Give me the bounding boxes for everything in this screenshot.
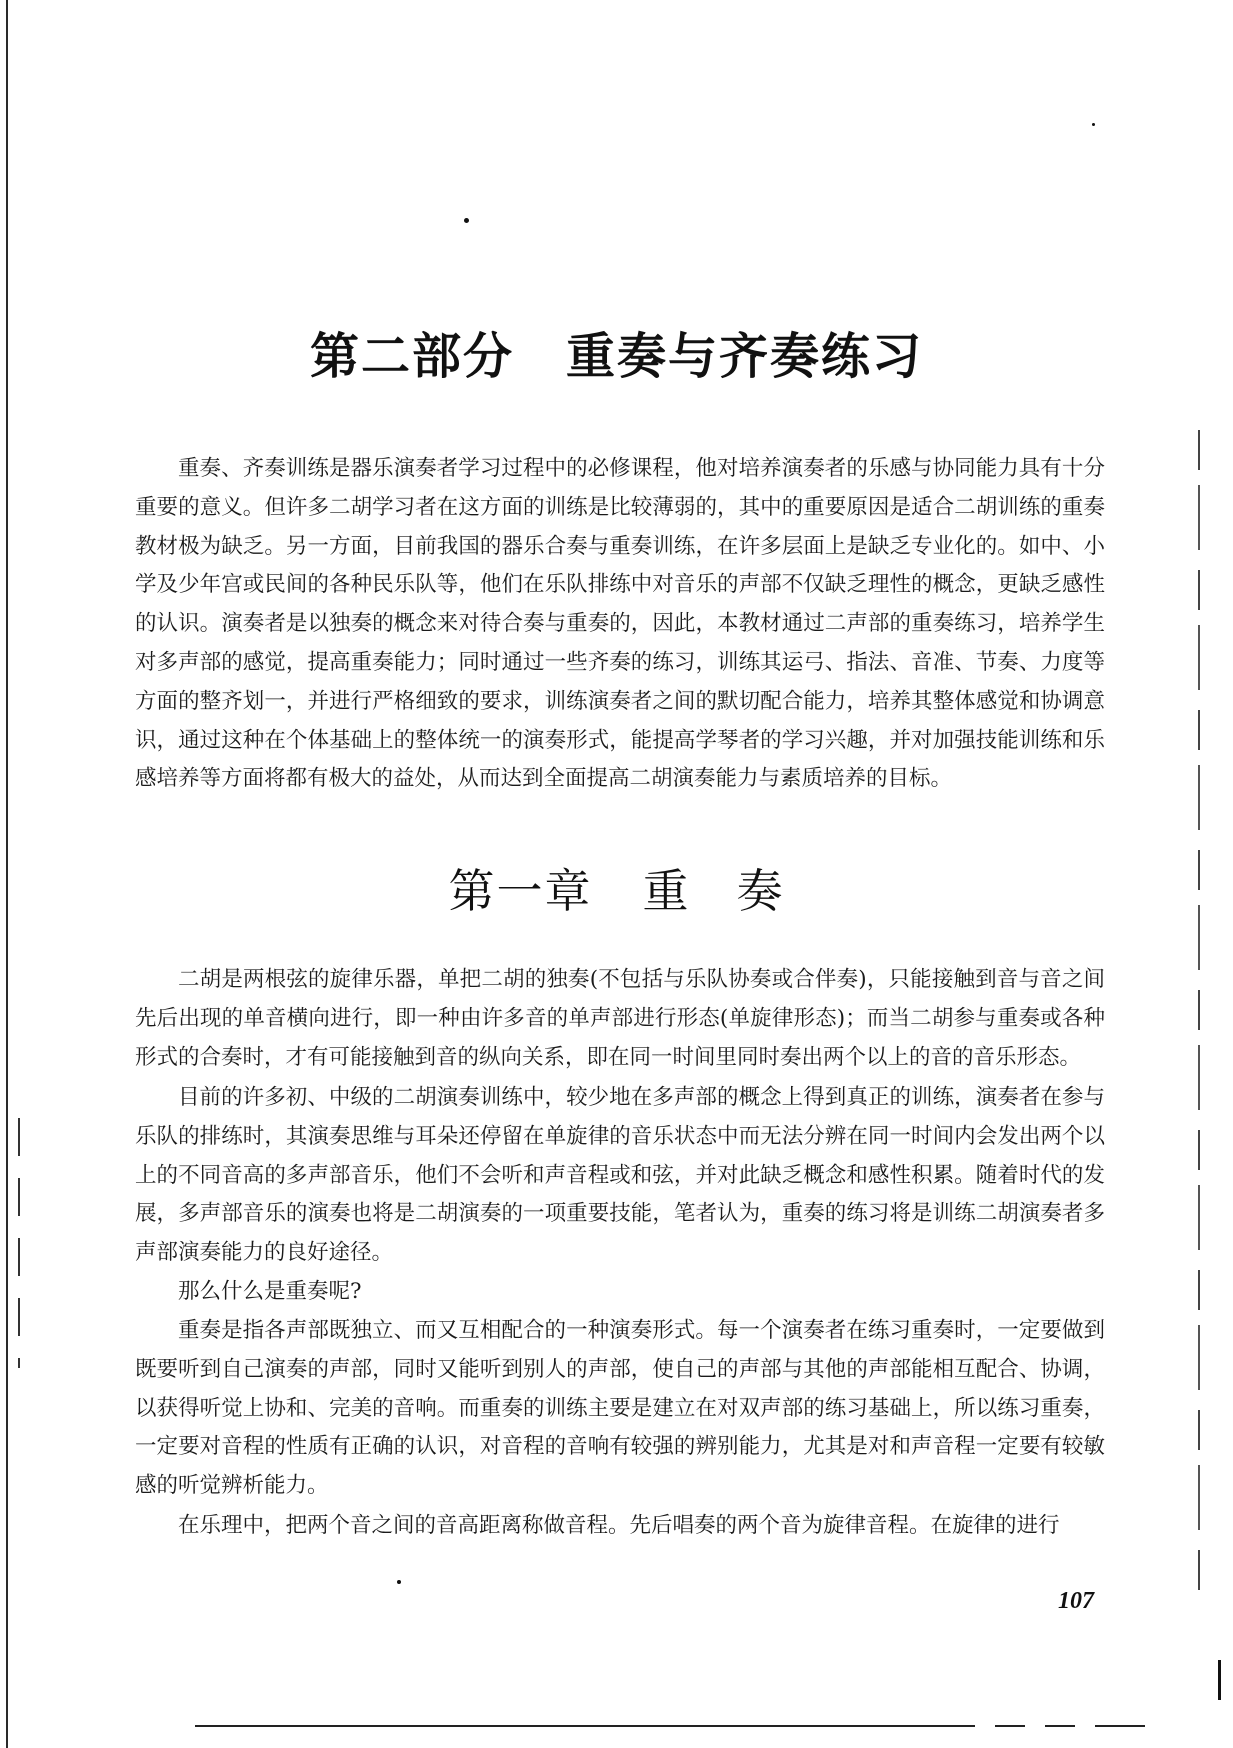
part-name: 重奏与齐奏练习 [566, 328, 924, 385]
edge-mark-left [18, 1118, 20, 1368]
body-paragraph: 在乐理中，把两个音之间的音高距离称做音程。先后唱奏的两个音为旋律音程。在旋律的进行 [178, 1513, 1060, 1538]
part-title [0, 318, 1233, 388]
body-paragraph: 目前的许多初、中级的二胡演奏训练中，较少地在多声部的概念上得到真正的训练，演奏者在参与乐队的排练时，其演奏思维与耳朵还停留在单旋律的音乐状态中而无法分辨在同一时间内会发出两个以上的不同音高的多声部音乐，他们不会听和声音程或和弦，并对此缺乏概念和感性积累。随着时代的发展，多声部音乐的演奏也将是二胡演奏的一项重要技能，笔者认为，重奏的练习将是训练二胡演奏者多声部演奏能力的良好途径。 [135, 1085, 1105, 1266]
chapter-number: 第一章 [448, 864, 593, 918]
footer-rule [195, 1725, 1145, 1727]
body-paragraph: 二胡是两根弦的旋律乐器，单把二胡的独奏(不包括与乐队协奏或合伴奏)，只能接触到音与音之间先后出现的单音横向进行，即一种由许多音的单声部进行形态(单旋律形态)；而当二胡参与重奏或各种形式的合奏时，才有可能接触到音的纵向关系，即在同一时间里同时奏出两个以上的音的音乐形态。 [135, 967, 1105, 1070]
intro-paragraph: 重奏、齐奏训练是器乐演奏者学习过程中的必修课程，他对培养演奏者的乐感与协同能力具有十分重要的意义。但许多二胡学习者在这方面的训练是比较薄弱的，其中的重要原因是适合二胡训练的重奏教材极为缺乏。另一方面，目前我国的器乐合奏与重奏训练，在许多层面上是缺乏专业化的。如中、小学及少年宫或民间的各种民乐队等，他们在乐队排练中对音乐的声部不仅缺乏理性的概念，更缺乏感性的认识。演奏者是以独奏的概念来对待合奏与重奏的，因此，本教材通过二声部的重奏练习，培养学生对多声部的感觉，提高重奏能力；同时通过一些齐奏的练习，训练其运弓、指法、音准、节奏、力度等方面的整齐划一，并进行严格细致的要求，训练演奏者之间的默切配合能力，培养其整体感觉和协调意识，通过这种在个体基础上的整体统一的演奏形式，能提高学琴者的学习兴趣，并对加强技能训练和乐感培养等方面将都有极大的益处，从而达到全面提高二胡演奏能力与素质培养的目标。 [135, 456, 1105, 792]
scan-speck [464, 218, 469, 223]
chapter-title [0, 855, 1233, 921]
binding-edge-right [1198, 430, 1200, 1600]
scan-speck [397, 1580, 401, 1584]
part-number: 第二部分 [309, 328, 514, 385]
edge-mark-right [1218, 1660, 1221, 1700]
body-paragraph: 重奏是指各声部既独立、而又互相配合的一种演奏形式。每一个演奏者在练习重奏时，一定要做到既要听到自己演奏的声部，同时又能听到别人的声部，使自己的声部与其他的声部能相互配合、协调，以获得听觉上协和、完美的音响。而重奏的训练主要是建立在对双声部的练习基础上，所以练习重奏，一定要对音程的性质有正确的认识，对音程的音响有较强的辨别能力，尤其是对和声音程一定要有较敏感的听觉辨析能力。 [135, 1318, 1105, 1499]
chapter-name-char: 重 [642, 864, 691, 918]
chapter-name-char: 奏 [736, 864, 785, 918]
page-number: 107 [1058, 1588, 1094, 1614]
scan-speck [1092, 123, 1095, 126]
body-paragraph: 那么什么是重奏呢? [178, 1279, 362, 1304]
